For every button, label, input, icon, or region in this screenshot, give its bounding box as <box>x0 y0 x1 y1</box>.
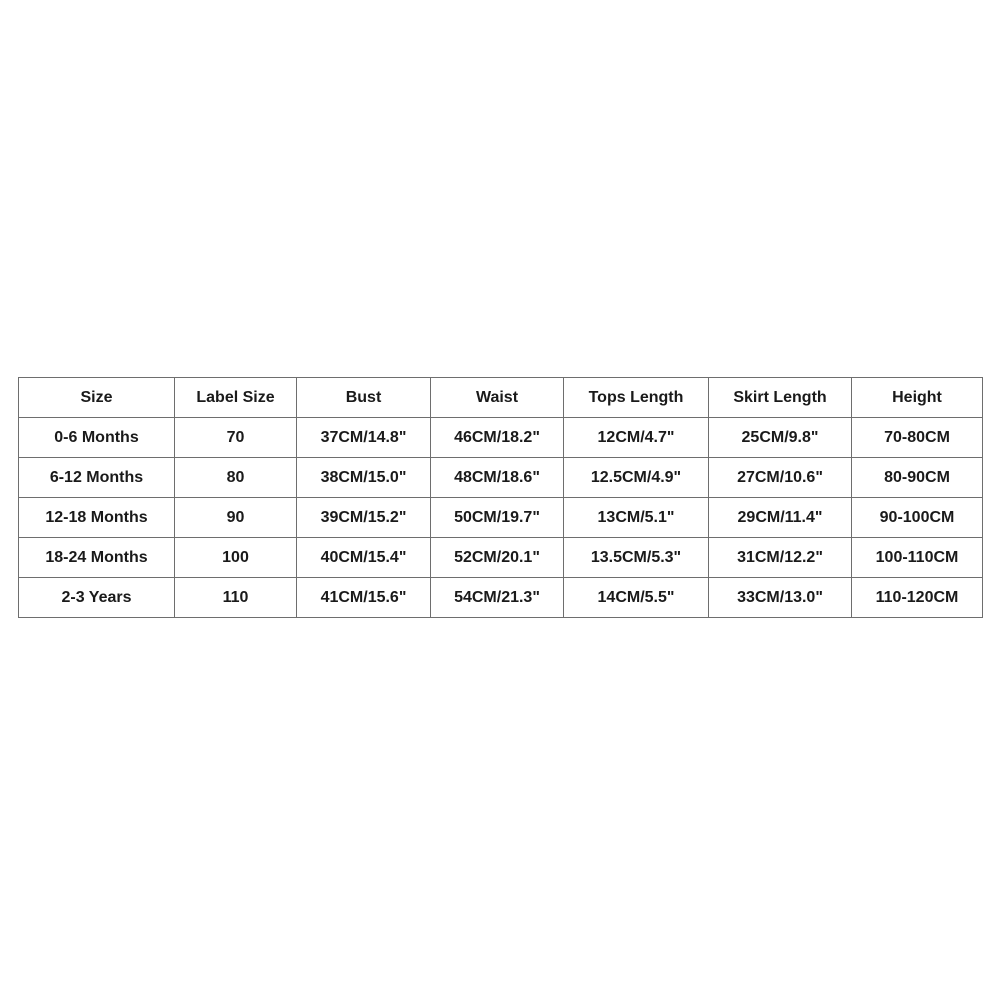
cell-bust: 39CM/15.2" <box>297 498 431 538</box>
table-row <box>19 538 983 578</box>
cell-skirt-length: 33CM/13.0" <box>709 578 852 618</box>
cell-tops-length: 14CM/5.5" <box>564 578 709 618</box>
cell-height: 80-90CM <box>852 458 983 498</box>
table-header-row <box>19 378 983 418</box>
cell-size: 0-6 Months <box>19 418 175 458</box>
table-row <box>19 578 983 618</box>
table-row <box>19 418 983 458</box>
cell-height: 70-80CM <box>852 418 983 458</box>
cell-bust: 41CM/15.6" <box>297 578 431 618</box>
header-bust: Bust <box>297 378 431 418</box>
cell-skirt-length: 25CM/9.8" <box>709 418 852 458</box>
header-label-size: Label Size <box>175 378 297 418</box>
cell-skirt-length: 29CM/11.4" <box>709 498 852 538</box>
cell-height: 100-110CM <box>852 538 983 578</box>
cell-size: 2-3 Years <box>19 578 175 618</box>
cell-label-size: 100 <box>175 538 297 578</box>
cell-tops-length: 12.5CM/4.9" <box>564 458 709 498</box>
cell-waist: 54CM/21.3" <box>431 578 564 618</box>
cell-size: 18-24 Months <box>19 538 175 578</box>
cell-tops-length: 13CM/5.1" <box>564 498 709 538</box>
cell-bust: 38CM/15.0" <box>297 458 431 498</box>
cell-skirt-length: 31CM/12.2" <box>709 538 852 578</box>
cell-waist: 48CM/18.6" <box>431 458 564 498</box>
cell-height: 110-120CM <box>852 578 983 618</box>
cell-label-size: 80 <box>175 458 297 498</box>
header-size: Size <box>19 378 175 418</box>
size-chart-table <box>18 377 983 618</box>
cell-skirt-length: 27CM/10.6" <box>709 458 852 498</box>
cell-label-size: 110 <box>175 578 297 618</box>
cell-label-size: 70 <box>175 418 297 458</box>
cell-size: 12-18 Months <box>19 498 175 538</box>
header-tops-length: Tops Length <box>564 378 709 418</box>
cell-bust: 37CM/14.8" <box>297 418 431 458</box>
cell-bust: 40CM/15.4" <box>297 538 431 578</box>
cell-height: 90-100CM <box>852 498 983 538</box>
cell-waist: 52CM/20.1" <box>431 538 564 578</box>
cell-size: 6-12 Months <box>19 458 175 498</box>
table-row <box>19 498 983 538</box>
cell-label-size: 90 <box>175 498 297 538</box>
header-waist: Waist <box>431 378 564 418</box>
table-row <box>19 458 983 498</box>
cell-tops-length: 12CM/4.7" <box>564 418 709 458</box>
header-skirt-length: Skirt Length <box>709 378 852 418</box>
cell-tops-length: 13.5CM/5.3" <box>564 538 709 578</box>
cell-waist: 50CM/19.7" <box>431 498 564 538</box>
cell-waist: 46CM/18.2" <box>431 418 564 458</box>
header-height: Height <box>852 378 983 418</box>
